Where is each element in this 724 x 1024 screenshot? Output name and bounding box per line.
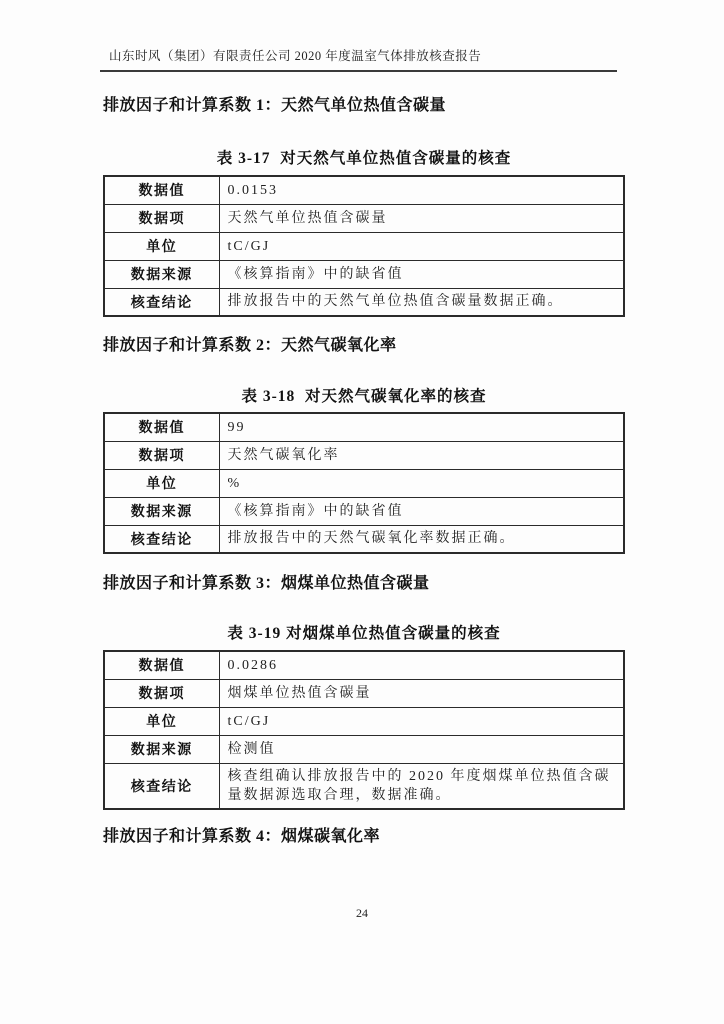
table-row <box>104 204 624 232</box>
row-label-cell: 核查结论 <box>104 763 219 809</box>
table-row <box>104 232 624 260</box>
row-label-cell: 数据来源 <box>104 497 219 525</box>
section-heading: 排放因子和计算系数 4：烟煤碳氧化率 <box>103 827 381 845</box>
verification-table-3-17 <box>103 175 625 317</box>
table-title: 表 3-19 对烟煤单位热值含碳量的核查 <box>227 625 501 642</box>
report-header: 山东时风（集团）有限责任公司 2020 年度温室气体排放核查报告 <box>109 49 482 63</box>
row-value-cell: tC/GJ <box>219 232 624 260</box>
row-value-cell: 排放报告中的天然气单位热值含碳量数据正确。 <box>219 288 624 316</box>
row-value-cell: 《核算指南》中的缺省值 <box>219 260 624 288</box>
verification-table-3-19 <box>103 650 625 810</box>
row-value-cell: tC/GJ <box>219 707 624 735</box>
row-label-cell: 单位 <box>104 707 219 735</box>
page-number: 24 <box>356 906 368 920</box>
table-row <box>104 735 624 763</box>
table-row <box>104 413 624 441</box>
page-content <box>103 97 625 846</box>
row-label-cell: 数据项 <box>104 441 219 469</box>
section-natural-gas-carbon-content <box>103 97 625 317</box>
table-row <box>104 651 624 679</box>
row-label-cell: 数据值 <box>104 413 219 441</box>
table-row <box>104 679 624 707</box>
row-label-cell: 数据来源 <box>104 735 219 763</box>
table-row <box>104 763 624 809</box>
header-divider <box>100 70 617 72</box>
verification-table-3-18 <box>103 412 625 554</box>
row-value-cell: 99 <box>219 413 624 441</box>
row-label-cell: 核查结论 <box>104 288 219 316</box>
section-heading: 排放因子和计算系数 2：天然气碳氧化率 <box>103 337 397 354</box>
section-heading: 排放因子和计算系数 3：烟煤单位热值含碳量 <box>103 575 430 592</box>
row-value-cell: 《核算指南》中的缺省值 <box>219 497 624 525</box>
row-value-cell: 核查组确认排放报告中的 2020 年度烟煤单位热值含碳量数据源选取合理，数据准确。 <box>219 763 624 809</box>
section-coal-oxidation-rate <box>103 828 625 846</box>
table-title: 表 3-18 对天然气碳氧化率的核查 <box>241 388 487 405</box>
table-row <box>104 469 624 497</box>
row-value-cell: 0.0286 <box>219 651 624 679</box>
table-row <box>104 497 624 525</box>
row-label-cell: 数据项 <box>104 679 219 707</box>
section-natural-gas-oxidation-rate <box>103 337 625 554</box>
table-row <box>104 260 624 288</box>
table-title: 表 3-17 对天然气单位热值含碳量的核查 <box>216 150 512 167</box>
row-value-cell: 检测值 <box>219 735 624 763</box>
row-label-cell: 单位 <box>104 469 219 497</box>
table-row <box>104 707 624 735</box>
row-value-cell: 烟煤单位热值含碳量 <box>219 679 624 707</box>
table-row <box>104 288 624 316</box>
table-row <box>104 441 624 469</box>
row-label-cell: 数据来源 <box>104 260 219 288</box>
row-label-cell: 数据值 <box>104 651 219 679</box>
row-label-cell: 核查结论 <box>104 525 219 553</box>
row-value-cell: 0.0153 <box>219 176 624 204</box>
section-heading: 排放因子和计算系数 1：天然气单位热值含碳量 <box>103 97 447 114</box>
row-value-cell: % <box>219 469 624 497</box>
row-label-cell: 数据项 <box>104 204 219 232</box>
row-label-cell: 数据值 <box>104 176 219 204</box>
row-value-cell: 天然气单位热值含碳量 <box>219 204 624 232</box>
row-value-cell: 天然气碳氧化率 <box>219 441 624 469</box>
row-value-cell: 排放报告中的天然气碳氧化率数据正确。 <box>219 525 624 553</box>
table-row <box>104 176 624 204</box>
table-row <box>104 525 624 553</box>
row-label-cell: 单位 <box>104 232 219 260</box>
section-coal-carbon-content <box>103 575 625 810</box>
